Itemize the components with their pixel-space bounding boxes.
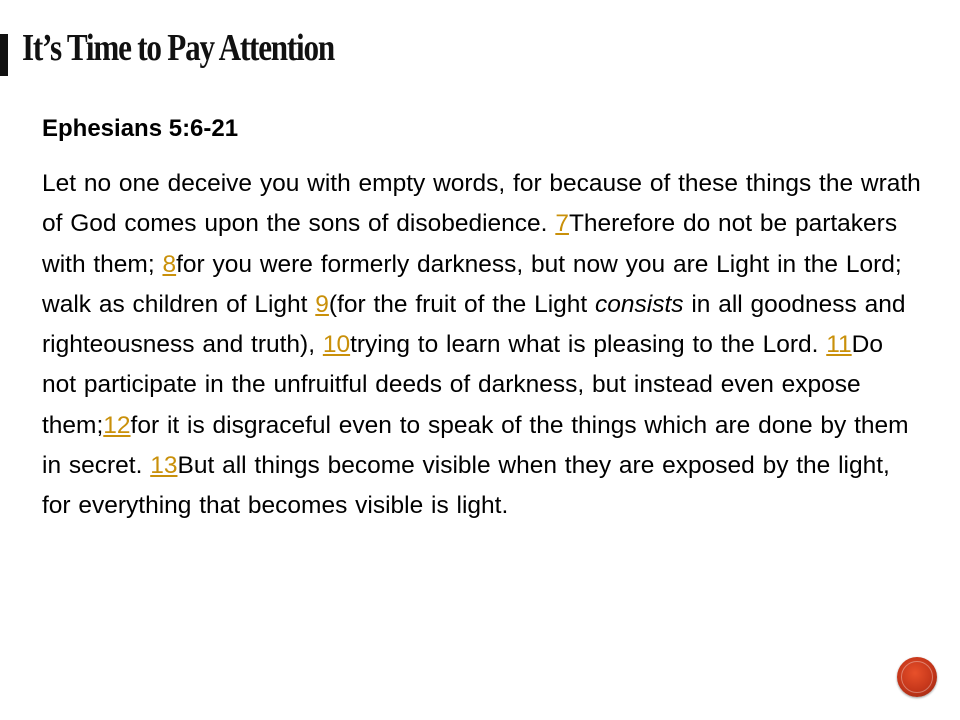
passage-emphasis: consists (595, 290, 684, 318)
passage-text: for it is disgraceful even to speak of the things which are done by them in secret. (42, 411, 909, 480)
scripture-passage (42, 164, 922, 527)
title-accent-bar (0, 34, 8, 76)
verse-number-link[interactable]: 8 (162, 250, 177, 278)
passage-text: But all things become visible when they are exposed by the light, for everything that becomes visible is light. (42, 452, 890, 520)
verse-number-link[interactable]: 7 (555, 210, 569, 238)
passage-text: trying to learn what is pleasing to the Lord. (350, 331, 827, 359)
passage-text: for you were formerly darkness, but now you are Light in the Lord; walk as children of Light (42, 250, 902, 318)
passage-text: Let no one deceive you with empty words, for because of these things the wrath of God comes upon the sons of disobedience. (42, 170, 921, 238)
passage-text: Therefore do not be partakers with them; (42, 210, 898, 278)
verse-number-link[interactable]: 10 (322, 331, 351, 359)
passage-text: in all goodness and righteousness and truth), (42, 290, 906, 359)
passage-text: (for the fruit of the Light (328, 290, 596, 318)
slide-content (42, 114, 922, 527)
verse-number-link[interactable]: 9 (315, 290, 329, 318)
passage-text: Do not participate in the unfruitful deeds of darkness, but instead even expose them; (42, 331, 883, 439)
verse-number-link[interactable]: 12 (103, 411, 131, 439)
verse-number-link[interactable]: 13 (150, 452, 178, 480)
decorative-circle-icon (897, 657, 937, 697)
verse-number-link[interactable]: 11 (826, 331, 852, 359)
scripture-reference: Ephesians 5:6-21 (42, 115, 239, 142)
slide-title: It’s Time to Pay Attention (22, 27, 334, 69)
